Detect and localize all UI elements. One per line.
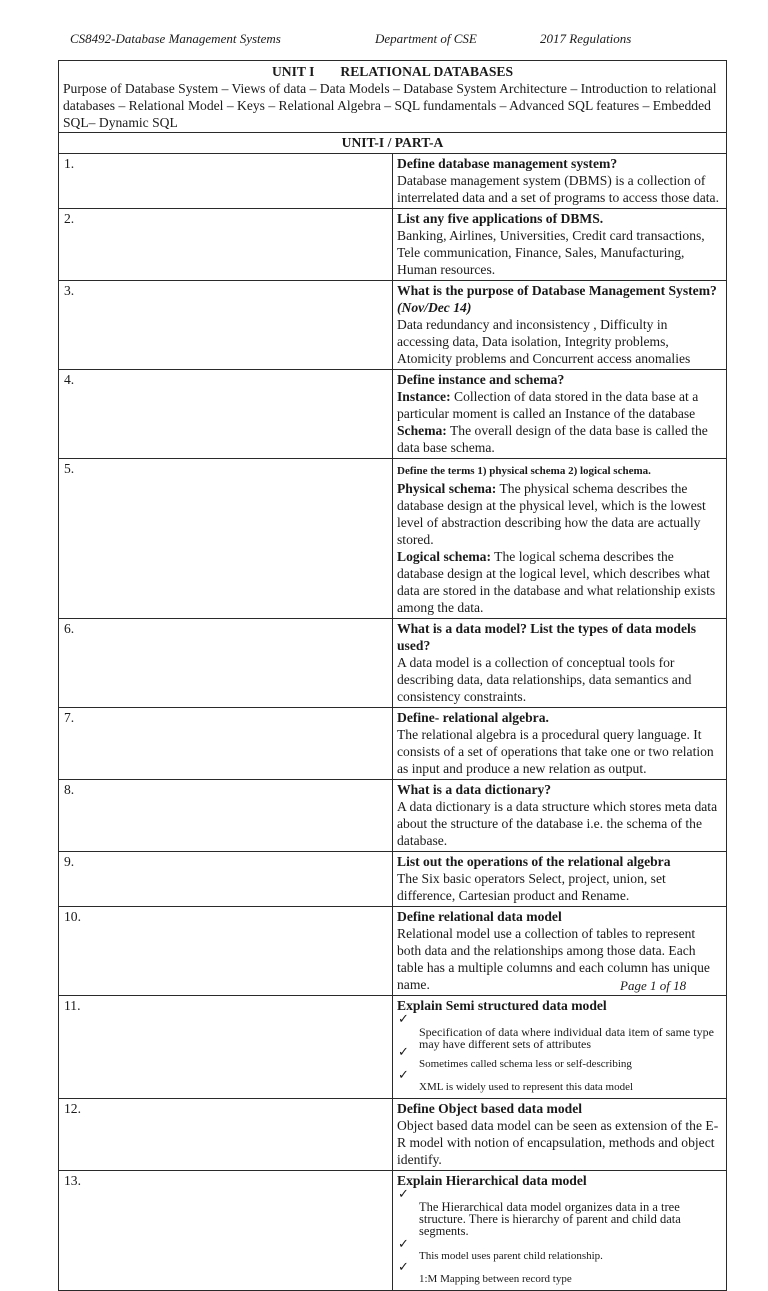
- part-row: [59, 133, 727, 154]
- question-cell: [393, 996, 727, 1099]
- question-cell: [393, 619, 727, 708]
- unit-syllabus: Purpose of Database System – Views of data – Data Models – Database System Architecture – Introduction to relational databases – Relational Model – Keys – Relational Algebra – SQL fundamentals – Advanced SQL features – Embedded SQL– Dynamic SQL: [63, 81, 717, 130]
- answer-text: Banking, Airlines, Universities, Credit card transactions, Tele communication, Finance, Sales, Manufacturing, Human resources.: [397, 228, 705, 277]
- department: Department of CSE: [375, 31, 477, 46]
- answer-text: [397, 388, 722, 422]
- question-number: 13.: [59, 1171, 393, 1291]
- page-header: [70, 31, 728, 51]
- answer-text: Object based data model can be seen as extension of the E-R model with notion of encapsulation, methods and object identify.: [397, 1118, 719, 1167]
- table-row: [59, 1099, 727, 1171]
- question-text: Define instance and schema?: [397, 372, 565, 387]
- question-cell: [393, 281, 727, 370]
- question-number: 1.: [59, 154, 393, 209]
- question-text: List any five applications of DBMS.: [397, 211, 604, 226]
- part-heading: UNIT-I / PART-A: [59, 133, 727, 154]
- answer-text: [397, 480, 722, 548]
- term-definition: The overall design of the data base is called the data base schema.: [397, 423, 708, 455]
- question-number: 3.: [59, 281, 393, 370]
- question-cell: [393, 780, 727, 852]
- table-row: [59, 708, 727, 780]
- question-cell: [393, 370, 727, 459]
- question-cell: [393, 1171, 727, 1291]
- check-mark-icon: ✓: [398, 1187, 409, 1202]
- question-cell: [393, 209, 727, 281]
- question-cell: [393, 1099, 727, 1171]
- question-label: What is the purpose of Database Management System?: [397, 283, 717, 298]
- question-number: 6.: [59, 619, 393, 708]
- question-text: List out the operations of the relational algebra: [397, 854, 671, 869]
- answer-text: The Six basic operators Select, project, union, set difference, Cartesian product and Rename.: [397, 871, 666, 903]
- regulation: 2017 Regulations: [540, 31, 632, 46]
- table-row: [59, 281, 727, 370]
- question-number: 8.: [59, 780, 393, 852]
- question-cell: [393, 459, 727, 619]
- table-row: [59, 459, 727, 619]
- term-label: Physical schema:: [397, 481, 497, 496]
- table-row: [59, 1171, 727, 1291]
- list-item: [397, 1068, 722, 1096]
- question-number: 10.: [59, 907, 393, 996]
- table-row: [59, 996, 727, 1099]
- bullet-text: XML is widely used to represent this data model: [419, 1081, 634, 1093]
- unit-title: RELATIONAL DATABASES: [340, 64, 514, 79]
- answer-text: A data dictionary is a data structure which stores meta data about the structure of the database i.e. the schema of the database.: [397, 799, 718, 848]
- question-text: Explain Semi structured data model: [397, 998, 607, 1013]
- question-number: 2.: [59, 209, 393, 281]
- question-table: [58, 60, 727, 1291]
- question-number: 9.: [59, 852, 393, 907]
- page-number: Page 1 of 18: [620, 978, 687, 993]
- bullet-text: This model uses parent child relationship.: [419, 1250, 603, 1262]
- question-text: Define relational data model: [397, 909, 562, 924]
- exam-tag: (Nov/Dec 14): [397, 300, 472, 315]
- question-cell: [393, 708, 727, 780]
- answer-text: [397, 422, 722, 456]
- answer-text: The relational algebra is a procedural query language. It consists of a set of operations that take one or two relation as input and produce a new relation as output.: [397, 727, 714, 776]
- term-label: Instance:: [397, 389, 451, 404]
- list-item: [397, 1237, 722, 1265]
- question-text: Define the terms 1) physical schema 2) logical schema.: [397, 465, 651, 477]
- check-mark-icon: ✓: [398, 1068, 409, 1083]
- answer-text: [397, 548, 722, 616]
- bullet-list: [397, 1014, 722, 1096]
- term-label: Schema:: [397, 423, 447, 438]
- list-item: [397, 1189, 722, 1242]
- question-text: What is a data dictionary?: [397, 782, 552, 797]
- answer-text: A data model is a collection of conceptual tools for describing data, data relationships, data semantics and consistency constraints.: [397, 655, 692, 704]
- check-mark-icon: ✓: [398, 1045, 409, 1060]
- question-number: 5.: [59, 459, 393, 619]
- bullet-list: [397, 1189, 722, 1288]
- question-text: Define Object based data model: [397, 1101, 583, 1116]
- list-item: [397, 1014, 722, 1050]
- list-item: [397, 1260, 722, 1288]
- table-row: [59, 780, 727, 852]
- question-number: 4.: [59, 370, 393, 459]
- table-row: [59, 209, 727, 281]
- unit-number: UNIT I: [271, 64, 315, 79]
- term-definition: Collection of data stored in the data base at a particular moment is called an Instance of the database: [397, 389, 699, 421]
- table-row: [59, 619, 727, 708]
- term-definition: The physical schema describes the database design at the physical level, which is the lowest level of abstraction describing how the data are actually stored.: [397, 481, 706, 547]
- question-text: Explain Hierarchical data model: [397, 1173, 587, 1188]
- course-title: CS8492-Database Management Systems: [70, 31, 281, 46]
- check-mark-icon: ✓: [398, 1237, 409, 1252]
- check-mark-icon: ✓: [398, 1260, 409, 1275]
- question-number: 11.: [59, 996, 393, 1099]
- answer-text: Data redundancy and inconsistency , Difficulty in accessing data, Data isolation, Integrity problems, Atomicity problems and Concurrent access anomalies: [397, 317, 691, 366]
- question-cell: [393, 154, 727, 209]
- bullet-text: 1:M Mapping between record type: [419, 1273, 572, 1285]
- question-text: Define database management system?: [397, 156, 618, 171]
- unit-row: [59, 61, 727, 133]
- answer-text: Database management system (DBMS) is a collection of interrelated data and a set of programs to access those data.: [397, 173, 719, 205]
- question-text: [397, 282, 722, 316]
- bullet-text: Specification of data where individual data item of same type may have different sets of attributes: [419, 1025, 714, 1051]
- list-item: [397, 1045, 722, 1073]
- question-text: Define- relational algebra.: [397, 710, 549, 725]
- question-number: 12.: [59, 1099, 393, 1171]
- check-mark-icon: ✓: [398, 1012, 409, 1027]
- table-row: [59, 154, 727, 209]
- question-text: What is a data model? List the types of data models used?: [397, 621, 697, 653]
- bullet-text: The Hierarchical data model organizes data in a tree structure. There is hierarchy of parent and child data segments.: [419, 1200, 681, 1238]
- question-cell: [393, 852, 727, 907]
- answer-text: Relational model use a collection of tables to represent both data and the relationships among those data. Each table has a multiple columns and each column has unique name.: [397, 926, 710, 992]
- table-row: [59, 852, 727, 907]
- term-label: Logical schema:: [397, 549, 492, 564]
- question-number: 7.: [59, 708, 393, 780]
- term-definition: The logical schema describes the database design at the logical level, which describes what data are stored in the database and what relationship exists among the data.: [397, 549, 716, 615]
- table-row: [59, 370, 727, 459]
- unit-title-cell: [59, 61, 727, 133]
- bullet-text: Sometimes called schema less or self-describing: [419, 1058, 632, 1070]
